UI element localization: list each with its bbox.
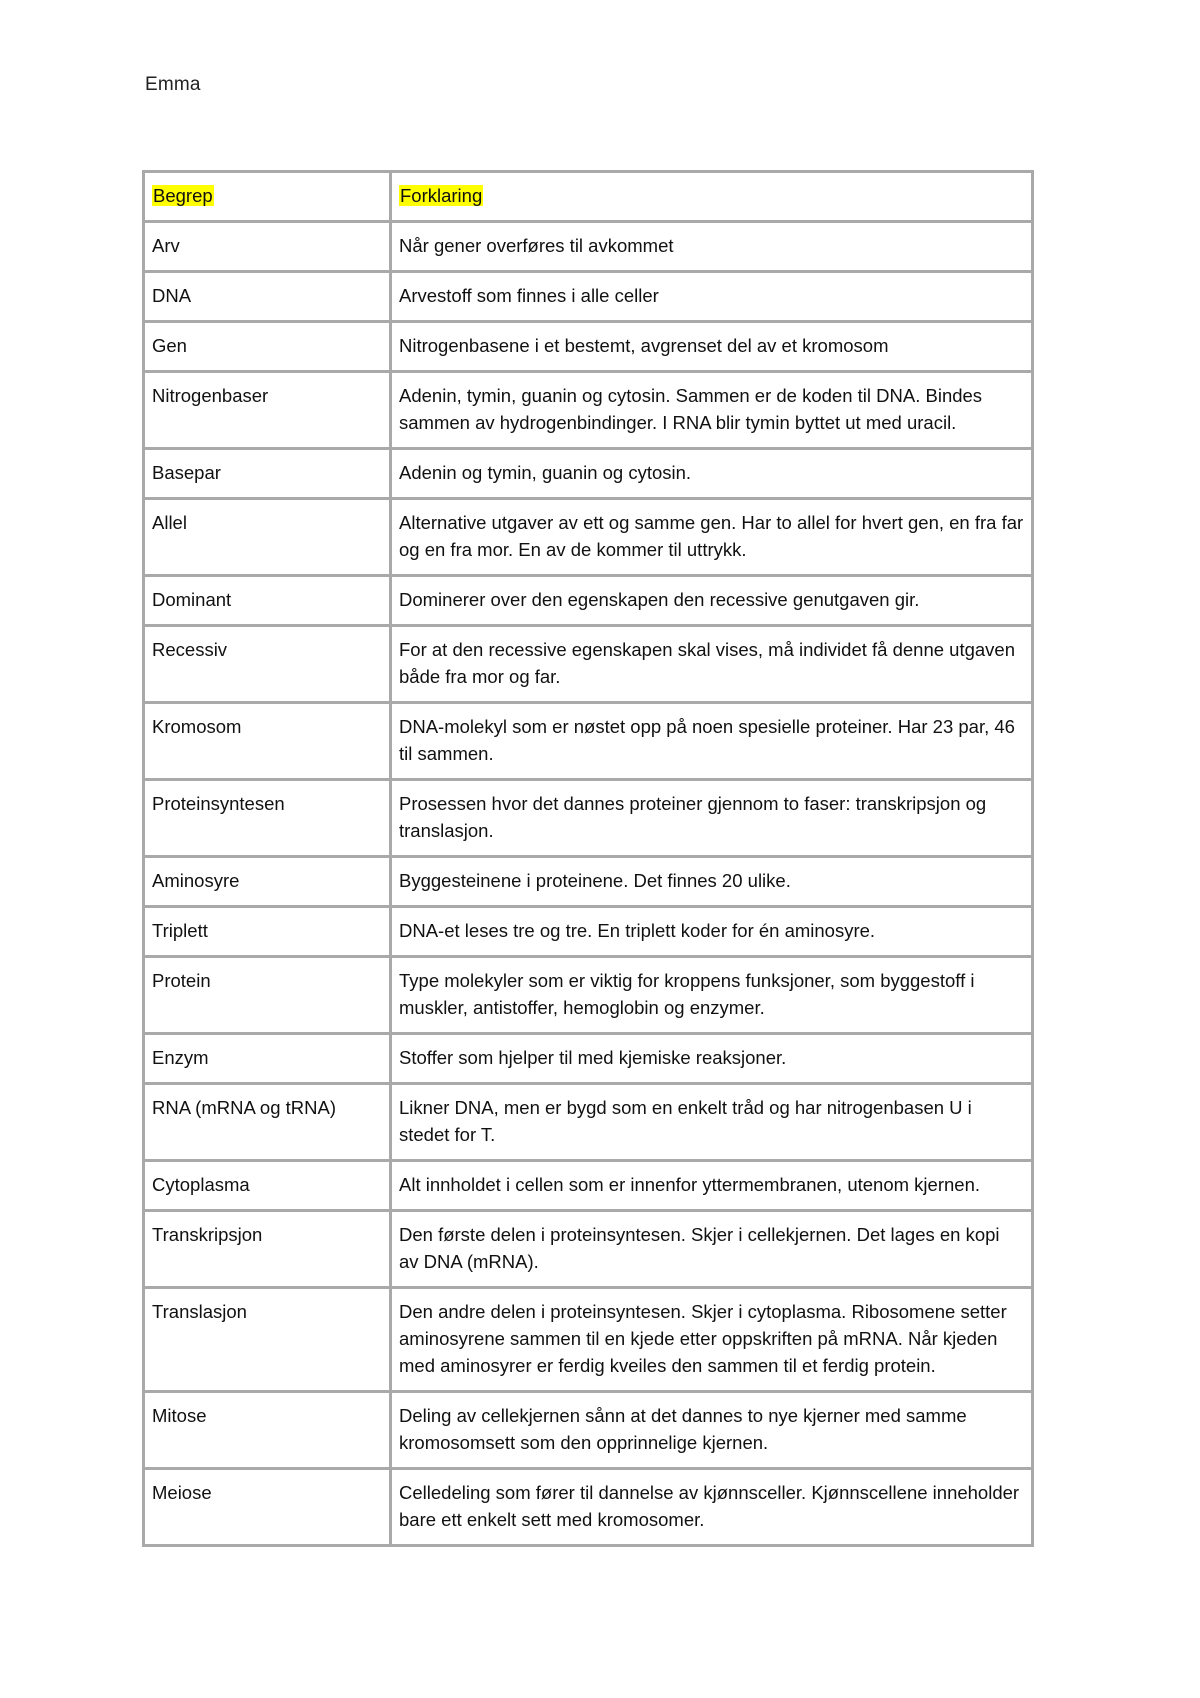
term-cell: Basepar bbox=[145, 450, 389, 497]
term-cell: RNA (mRNA og tRNA) bbox=[145, 1085, 389, 1159]
header-definition: Forklaring bbox=[400, 185, 483, 206]
definition-cell: Adenin og tymin, guanin og cytosin. bbox=[392, 450, 1031, 497]
table-row bbox=[145, 908, 1031, 955]
definition-cell: DNA-et leses tre og tre. En triplett koder for én aminosyre. bbox=[392, 908, 1031, 955]
table-row bbox=[145, 1470, 1031, 1544]
term-cell: Triplett bbox=[145, 908, 389, 955]
term-cell: Kromosom bbox=[145, 704, 389, 778]
definition-cell: Når gener overføres til avkommet bbox=[392, 223, 1031, 270]
definition-cell: Alternative utgaver av ett og samme gen. Har to allel for hvert gen, en fra far og en fra mor. En av de kommer til uttrykk. bbox=[392, 500, 1031, 574]
term-cell: Dominant bbox=[145, 577, 389, 624]
term-cell: Gen bbox=[145, 323, 389, 370]
term-cell: Cytoplasma bbox=[145, 1162, 389, 1209]
term-cell: Mitose bbox=[145, 1393, 389, 1467]
table-row bbox=[145, 1289, 1031, 1390]
table-row bbox=[145, 781, 1031, 855]
table-header-row bbox=[145, 173, 1031, 220]
header-term-cell bbox=[145, 173, 389, 220]
term-cell: Aminosyre bbox=[145, 858, 389, 905]
definition-cell: Stoffer som hjelper til med kjemiske reaksjoner. bbox=[392, 1035, 1031, 1082]
header-term: Begrep bbox=[153, 185, 213, 206]
table-row bbox=[145, 858, 1031, 905]
table-row bbox=[145, 1085, 1031, 1159]
term-cell: Protein bbox=[145, 958, 389, 1032]
term-cell: Transkripsjon bbox=[145, 1212, 389, 1286]
definition-cell: Nitrogenbasene i et bestemt, avgrenset del av et kromosom bbox=[392, 323, 1031, 370]
table-row bbox=[145, 323, 1031, 370]
term-cell: Meiose bbox=[145, 1470, 389, 1544]
term-cell: Recessiv bbox=[145, 627, 389, 701]
definition-cell: Den andre delen i proteinsyntesen. Skjer i cytoplasma. Ribosomene setter aminosyrene sammen til en kjede etter oppskriften på mRNA. Når kjeden med aminosyrer er ferdig kveiles den sammen til et ferdig protein. bbox=[392, 1289, 1031, 1390]
definition-cell: Likner DNA, men er bygd som en enkelt tråd og har nitrogenbasen U i stedet for T. bbox=[392, 1085, 1031, 1159]
definition-cell: DNA-molekyl som er nøstet opp på noen spesielle proteiner. Har 23 par, 46 til sammen. bbox=[392, 704, 1031, 778]
term-cell: Proteinsyntesen bbox=[145, 781, 389, 855]
table-row bbox=[145, 627, 1031, 701]
definition-cell: Prosessen hvor det dannes proteiner gjennom to faser: transkripsjon og translasjon. bbox=[392, 781, 1031, 855]
table-row bbox=[145, 450, 1031, 497]
table-row bbox=[145, 373, 1031, 447]
term-cell: Nitrogenbaser bbox=[145, 373, 389, 447]
definition-cell: Type molekyler som er viktig for kroppens funksjoner, som byggestoff i muskler, antistoffer, hemoglobin og enzymer. bbox=[392, 958, 1031, 1032]
table-row bbox=[145, 704, 1031, 778]
glossary-table bbox=[142, 170, 1034, 1547]
table-row bbox=[145, 1393, 1031, 1467]
table-row bbox=[145, 1212, 1031, 1286]
definition-cell: Adenin, tymin, guanin og cytosin. Sammen er de koden til DNA. Bindes sammen av hydrogenbindinger. I RNA blir tymin byttet ut med uracil. bbox=[392, 373, 1031, 447]
table-row bbox=[145, 1162, 1031, 1209]
table-row bbox=[145, 223, 1031, 270]
table-row bbox=[145, 1035, 1031, 1082]
table-row bbox=[145, 500, 1031, 574]
table-row bbox=[145, 273, 1031, 320]
table-row bbox=[145, 577, 1031, 624]
definition-cell: Alt innholdet i cellen som er innenfor yttermembranen, utenom kjernen. bbox=[392, 1162, 1031, 1209]
definition-cell: Celledeling som fører til dannelse av kjønnsceller. Kjønnscellene inneholder bare ett enkelt sett med kromosomer. bbox=[392, 1470, 1031, 1544]
author-name: Emma bbox=[145, 74, 201, 95]
table-row bbox=[145, 958, 1031, 1032]
header-definition-cell bbox=[392, 173, 1031, 220]
term-cell: Allel bbox=[145, 500, 389, 574]
term-cell: Translasjon bbox=[145, 1289, 389, 1390]
definition-cell: Arvestoff som finnes i alle celler bbox=[392, 273, 1031, 320]
term-cell: Arv bbox=[145, 223, 389, 270]
definition-cell: Den første delen i proteinsyntesen. Skjer i cellekjernen. Det lages en kopi av DNA (mRNA). bbox=[392, 1212, 1031, 1286]
term-cell: Enzym bbox=[145, 1035, 389, 1082]
definition-cell: Byggesteinene i proteinene. Det finnes 20 ulike. bbox=[392, 858, 1031, 905]
definition-cell: Dominerer over den egenskapen den recessive genutgaven gir. bbox=[392, 577, 1031, 624]
definition-cell: For at den recessive egenskapen skal vises, må individet få denne utgaven både fra mor og far. bbox=[392, 627, 1031, 701]
definition-cell: Deling av cellekjernen sånn at det dannes to nye kjerner med samme kromosomsett som den opprinnelige kjernen. bbox=[392, 1393, 1031, 1467]
term-cell: DNA bbox=[145, 273, 389, 320]
